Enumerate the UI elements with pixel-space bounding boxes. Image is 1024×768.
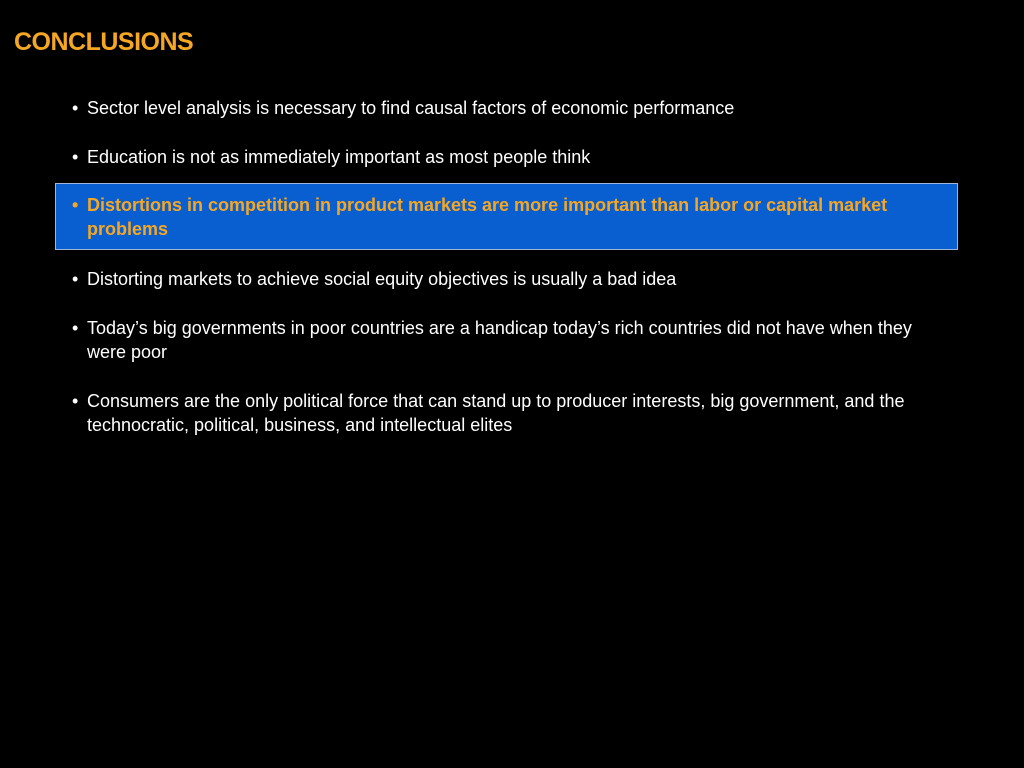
bullet-text: Distortions in competition in product markets are more important than labor or capital market problems — [87, 195, 888, 239]
slide-title: CONCLUSIONS — [14, 28, 194, 56]
bullet-text: Sector level analysis is necessary to find causal factors of economic performance — [87, 98, 735, 118]
bullet-item — [72, 389, 952, 437]
bullet-text: Distorting markets to achieve social equity objectives is usually a bad idea — [87, 269, 677, 289]
bullet-dot-icon: • — [72, 98, 79, 118]
bullet-dot-icon: • — [72, 391, 79, 411]
bullet-dot-icon: • — [72, 195, 79, 215]
bullet-text: Consumers are the only political force that can stand up to producer interests, big government, and the technocratic, political, business, and intellectual elites — [87, 391, 905, 435]
bullet-text: Today’s big governments in poor countries are a handicap today’s rich countries did not have when they were poor — [87, 318, 912, 362]
bullet-item-highlighted — [72, 193, 952, 241]
bullet-dot-icon: • — [72, 269, 79, 289]
bullet-dot-icon: • — [72, 318, 79, 338]
bullet-dot-icon: • — [72, 147, 79, 167]
bullet-item — [72, 145, 952, 169]
bullet-text: Education is not as immediately important as most people think — [87, 147, 591, 167]
bullet-item — [72, 267, 952, 291]
bullet-item — [72, 316, 952, 364]
bullet-item — [72, 96, 952, 120]
